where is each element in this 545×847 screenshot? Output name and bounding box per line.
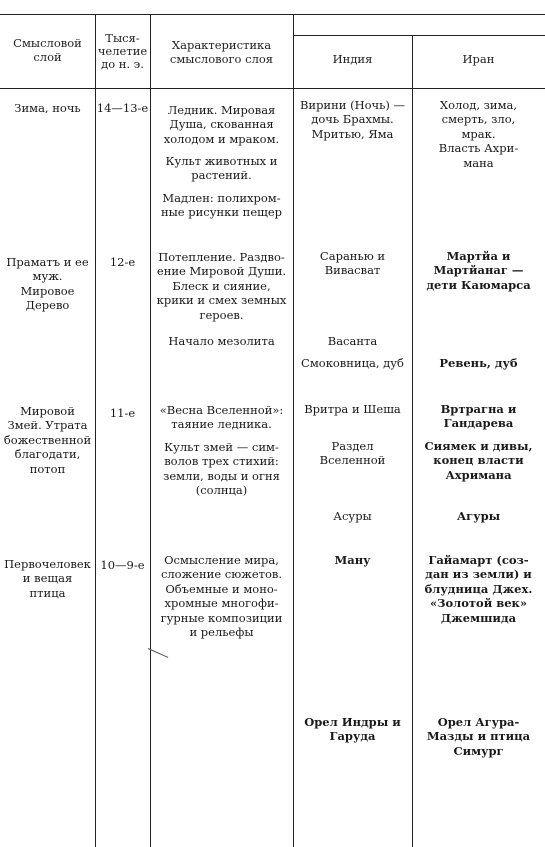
- row4-iran-2: Орел Агура- Мазды и птица Симург: [426, 715, 531, 758]
- row3-iran-1: Вртрагна и Гандарева: [440, 402, 517, 431]
- row2-millennium: 12-е: [109, 255, 136, 269]
- row2-india-1: Саранью и Вивасват: [319, 249, 386, 278]
- column-divider-1: [95, 14, 96, 847]
- row2-india-3: Смоковница, дуб: [301, 356, 404, 370]
- region-header-rule: [293, 35, 545, 36]
- row1-layer: Зима, ночь: [14, 101, 81, 115]
- row4-india-2: Орел Индры и Гаруда: [304, 715, 401, 744]
- row2-india-2: Васанта: [327, 334, 378, 348]
- row3-iran-3: Агуры: [456, 509, 501, 523]
- header-characteristic: Характеристика смыслового слоя: [169, 38, 274, 67]
- table-top-rule: [0, 14, 545, 15]
- row1-iran-1: Холод, зима, смерть, зло, мрак. Власть Ахри- мана: [438, 98, 519, 170]
- row3-layer: Мировой Змей. Утрата божественной благодати, потоп: [3, 404, 92, 476]
- row1-characteristic-2: Культ животных и растений.: [165, 154, 278, 183]
- header-millennium: Тыся- челетие до н. э.: [97, 31, 148, 72]
- row4-millennium: 10—9-е: [100, 558, 145, 572]
- row2-layer: Праматъ и ее муж. Мировое Дерево: [6, 255, 89, 313]
- row3-india-3: Асуры: [333, 509, 372, 523]
- header-layer: Смысловой слой: [13, 36, 82, 65]
- row1-characteristic-1: Ледник. Мировая Душа, скованная холодом и мраком.: [163, 103, 280, 146]
- header-india: Индия: [332, 52, 373, 66]
- row3-iran-2: Сиямек и дивы, конец власти Ахримана: [424, 439, 533, 482]
- row1-characteristic-3: Мадлен: полихром- ные рисунки пещер: [160, 191, 282, 220]
- row2-iran-1: Мартйа и Мартйанаг — дети Каюмарса: [426, 249, 531, 292]
- row3-characteristic-2: Культ змей — сим- волов трех стихий: земли, воды и огня (солнца): [163, 440, 280, 498]
- header-bottom-rule: [0, 88, 545, 89]
- row3-india-1: Вритра и Шеша: [304, 402, 401, 416]
- row4-layer: Первочеловек и вещая птица: [4, 557, 91, 600]
- row2-characteristic-1: Потепление. Раздво- ение Мировой Души. Блеск и сияние, крики и смех земных героев.: [156, 250, 287, 322]
- row1-millennium: 14—13-е: [96, 101, 149, 115]
- row1-india-1: Вирини (Ночь) — дочь Брахмы. Мритью, Яма: [299, 98, 406, 141]
- row3-india-2: Раздел Вселенной: [319, 439, 386, 468]
- row2-iran-2: Ревень, дуб: [439, 356, 518, 370]
- row3-characteristic-1: «Весна Вселенной»: таяние ледника.: [159, 403, 284, 432]
- row4-iran-1: Гайамарт (соз- дан из земли) и блудница Джех. «Золотой век» Джемшида: [424, 553, 533, 625]
- header-iran: Иран: [462, 52, 495, 66]
- row4-india-1: Ману: [334, 553, 371, 567]
- row3-millennium: 11-е: [109, 406, 136, 420]
- row2-characteristic-2: Начало мезолита: [168, 334, 275, 348]
- row4-characteristic-1: Осмысление мира, сложение сюжетов. Объемные и моно- хромные многофи- гурные композиции и рельефы: [160, 553, 283, 639]
